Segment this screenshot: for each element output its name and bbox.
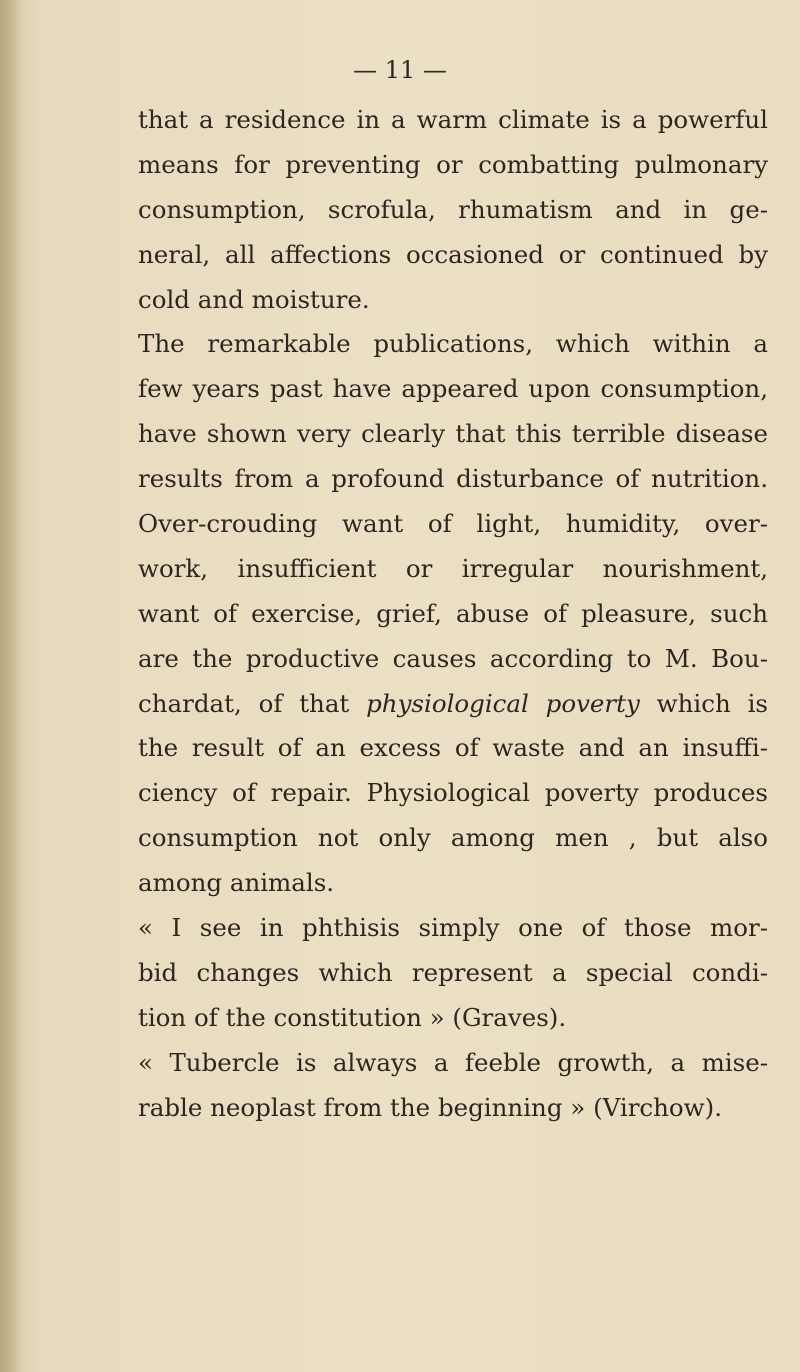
text-line-3: consumption, scrofula, rhumatism and in ge- <box>138 194 768 224</box>
text-line-11: work, insufficient or irregular nourishment, <box>138 553 768 583</box>
text-line-16: ciency of repair. Physiological poverty produces <box>138 778 768 808</box>
text-line-8: have shown very clearly that this terrible disease <box>138 419 768 449</box>
text-line-18: among animals. <box>138 868 335 898</box>
text-line-14-start: chardat, of that <box>138 688 367 718</box>
page-number: — 11 — <box>353 56 447 84</box>
text-line-1: that a residence in a warm climate is a powerful <box>138 105 768 134</box>
text-line-22: « Tubercle is always a feeble growth, a mise- <box>138 1047 768 1077</box>
text-line-20: bid changes which represent a special condi- <box>138 957 768 987</box>
text-line-19: « I see in phthisis simply one of those mor- <box>138 913 768 943</box>
text-line-6: The remarkable publications, which within a <box>138 329 768 359</box>
text-line-4: neral, all affections occasioned or continued by <box>138 239 768 269</box>
text-line-2: means for preventing or combatting pulmonary <box>138 149 768 179</box>
text-line-9: results from a profound disturbance of nutrition. <box>138 464 768 494</box>
text-line-14 <box>138 682 768 727</box>
text-line-13: are the productive causes according to M. Bou- <box>138 643 768 673</box>
text-line-23: rable neoplast from the beginning » (Virchow). <box>138 1092 723 1122</box>
text-line-5: cold and moisture. <box>138 284 370 314</box>
italic-term-physiological-poverty: physiological poverty <box>366 688 640 718</box>
text-line-10: Over-crouding want of light, humidity, over- <box>138 509 768 539</box>
text-line-7: few years past have appeared upon consumption, <box>138 374 768 404</box>
text-line-12: want of exercise, grief, abuse of pleasure, such <box>138 598 768 628</box>
page-gutter-shadow <box>0 0 22 1372</box>
text-line-14-end: which is <box>639 688 768 718</box>
text-line-17: consumption not only among men , but also <box>138 823 768 853</box>
body-text <box>138 98 768 1130</box>
text-line-21: tion of the constitution » (Graves). <box>138 1002 567 1032</box>
text-line-15: the result of an excess of waste and an insuffi- <box>138 733 768 763</box>
